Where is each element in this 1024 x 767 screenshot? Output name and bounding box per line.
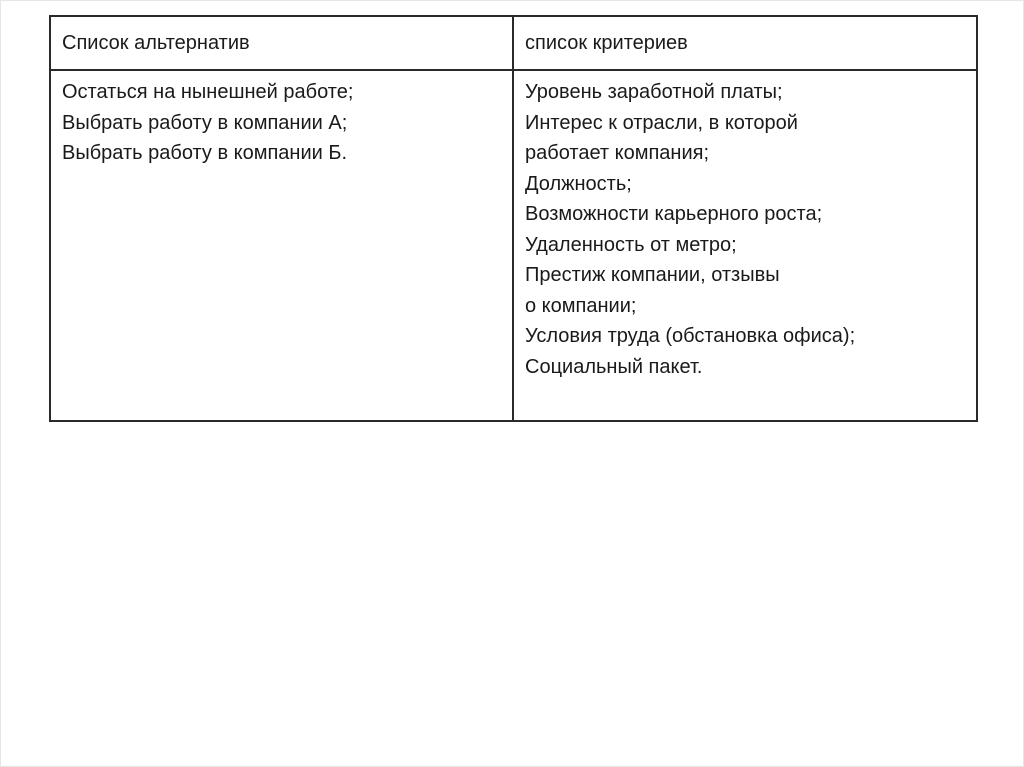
criteria-line: Должность;: [525, 172, 632, 195]
table-row: [50, 70, 977, 421]
criteria-cell: [513, 70, 977, 421]
alternatives-criteria-table: [49, 15, 978, 422]
header-alternatives: Список альтернатив: [50, 16, 513, 70]
criteria-line: Престиж компании, отзывы: [525, 264, 780, 286]
criteria-line: Интерес к отрасли, в которой: [525, 111, 798, 134]
alternatives-cell: [50, 70, 513, 421]
alternative-item: Выбрать работу в компании А;: [62, 111, 348, 134]
criteria-line: Социальный пакет.: [525, 355, 703, 378]
criteria-line: о компании;: [525, 294, 637, 317]
criteria-line: Условия труда (обстановка офиса);: [525, 325, 856, 347]
table-header-row: [50, 16, 977, 70]
criteria-line: Уровень заработной платы;: [525, 81, 783, 103]
header-criteria: список критериев: [513, 16, 977, 70]
criteria-line: Удаленность от метро;: [525, 233, 737, 256]
criteria-line: работает компания;: [525, 142, 710, 164]
criteria-line: Возможности карьерного роста;: [525, 203, 823, 225]
alternative-item: Выбрать работу в компании Б.: [62, 142, 348, 164]
alternative-item: Остаться на нынешней работе;: [62, 81, 354, 103]
